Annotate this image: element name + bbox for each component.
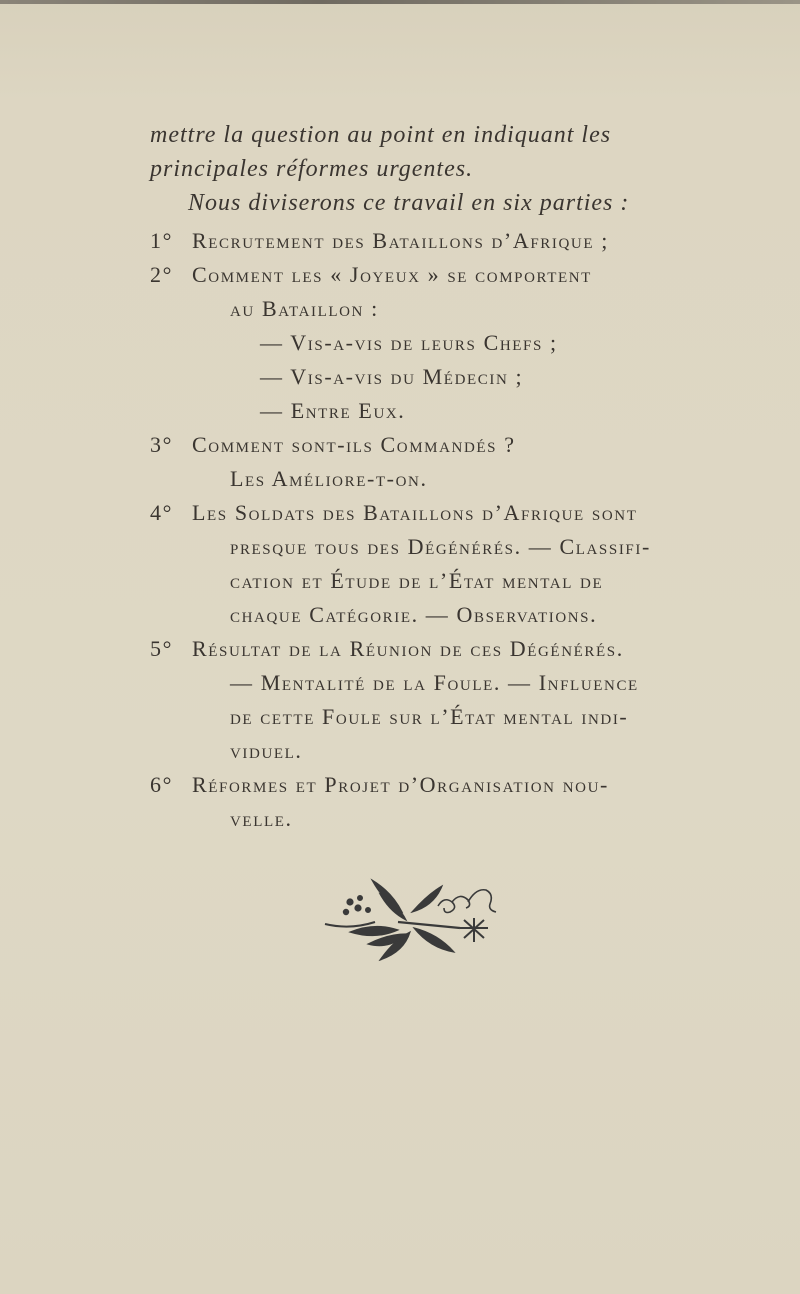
toc-line: Recrutement des Bataillons d’Afrique ; bbox=[192, 228, 609, 253]
toc-entry-5 bbox=[150, 632, 690, 768]
toc-number: 3° bbox=[150, 432, 173, 457]
toc-line: Comment les « Joyeux » se comportent bbox=[192, 262, 592, 287]
toc-line: de cette Foule sur l’État mental indi- bbox=[230, 704, 629, 729]
toc-line: — Vis-a-vis du Médecin ; bbox=[260, 364, 524, 389]
toc-line: au Bataillon : bbox=[230, 296, 379, 321]
toc-number: 6° bbox=[150, 772, 173, 797]
page-top-edge bbox=[0, 0, 800, 4]
toc-number: 4° bbox=[150, 500, 173, 525]
toc-entry-1 bbox=[150, 224, 690, 258]
toc-line: Comment sont-ils Commandés ? bbox=[192, 432, 516, 457]
toc-line: viduel. bbox=[230, 738, 303, 763]
toc-entry-6 bbox=[150, 768, 690, 836]
leaf-vine-ornament-icon bbox=[320, 872, 510, 972]
toc-line: Résultat de la Réunion de ces Dégénérés. bbox=[192, 636, 624, 661]
toc-line: Les Soldats des Bataillons d’Afrique sont bbox=[192, 500, 638, 525]
table-of-contents bbox=[150, 224, 690, 836]
toc-line: velle. bbox=[230, 806, 293, 831]
toc-line: — Mentalité de la Foule. — Influence bbox=[230, 670, 639, 695]
toc-line: Réformes et Projet d’Organisation nou- bbox=[192, 772, 609, 797]
toc-line: Les Améliore-t-on. bbox=[230, 466, 428, 491]
toc-line: — Vis-a-vis de leurs Chefs ; bbox=[260, 330, 558, 355]
toc-number: 5° bbox=[150, 636, 173, 661]
intro-line-3: Nous diviserons ce travail en six parties : bbox=[188, 190, 630, 216]
toc-line: chaque Catégorie. — Observations. bbox=[230, 602, 598, 627]
toc-number: 2° bbox=[150, 262, 173, 287]
intro-line-1: mettre la question au point en indiquant les bbox=[150, 122, 612, 148]
toc-entry-4 bbox=[150, 496, 690, 632]
toc-number: 1° bbox=[150, 228, 173, 253]
page-text bbox=[150, 118, 690, 836]
toc-entry-2 bbox=[150, 258, 690, 428]
toc-line: — Entre Eux. bbox=[260, 398, 406, 423]
toc-line: presque tous des Dégénérés. — Classifi- bbox=[230, 534, 651, 559]
intro-line-2: principales réformes urgentes. bbox=[150, 156, 474, 182]
toc-line: cation et Étude de l’État mental de bbox=[230, 568, 604, 593]
toc-entry-3 bbox=[150, 428, 690, 496]
